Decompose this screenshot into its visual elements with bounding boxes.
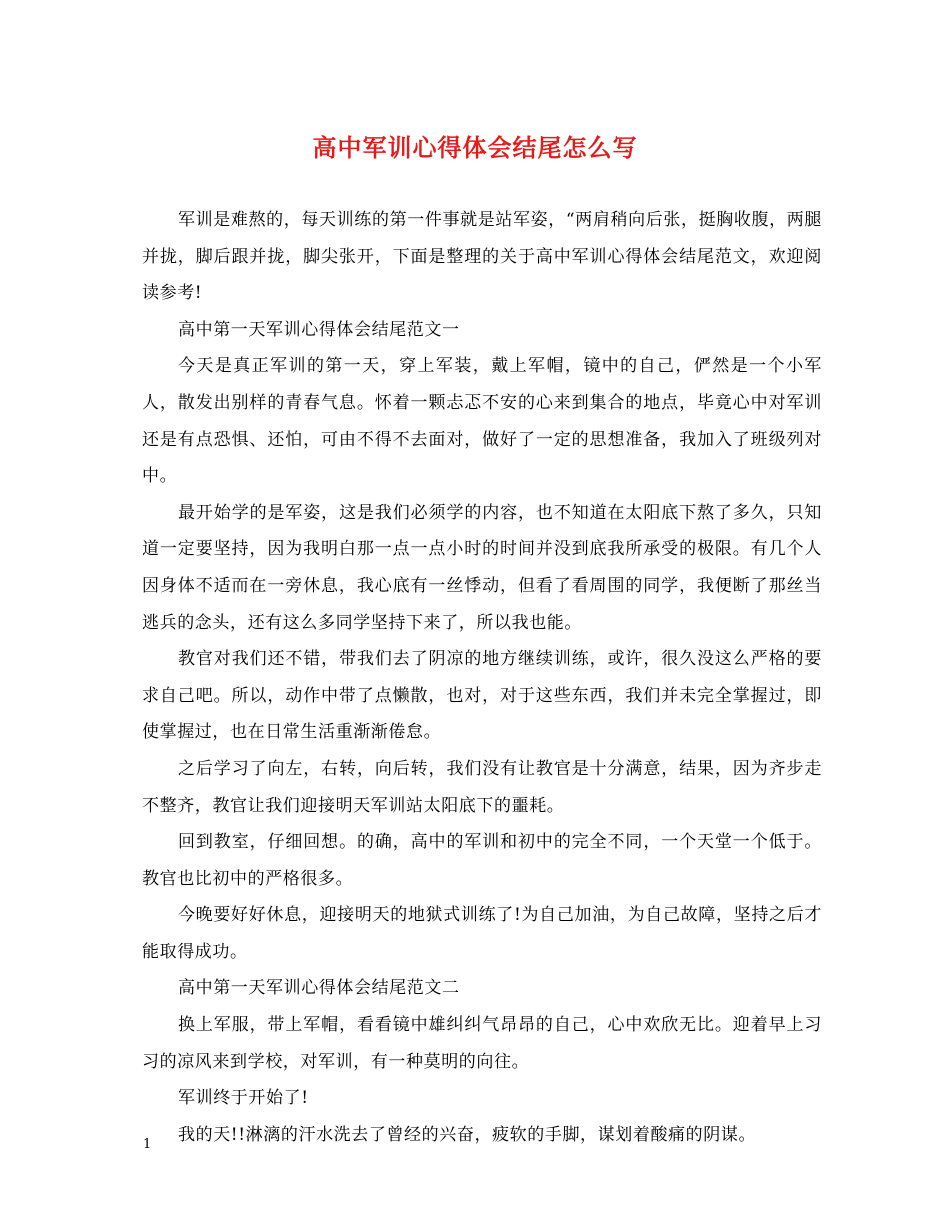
section-heading-1: 高中第一天军训心得体会结尾范文一 [178,319,460,340]
paragraph: 军训终于开始了! [178,1088,309,1109]
page-number: 1 [143,1137,152,1152]
paragraph: 教官对我们还不错，带我们去了阴凉的地方继续训练，或许，很久没这么严格的要求自己吧。所以，动作中带了点懒散，也对，对于这些东西，我们并未完全掌握过，即使掌握过，也在日常生活重渐渐倦怠。 [142,649,822,743]
paragraph: 我的天!!淋漓的汗水洗去了曾经的兴奋，疲软的手脚，谋划着酸痛的阴谋。 [178,1124,757,1145]
paragraph: 最开始学的是军姿，这是我们必须学的内容，也不知道在太阳底下熬了多久，只知道一定要坚持，因为我明白那一点一点小时的时间并没到底我所承受的极限。有几个人因身体不适而在一旁休息，我心底有一丝悸动，但看了看周围的同学，我便断了那丝当逃兵的念头，还有这么多同学坚持下来了，所以我也能。 [142,502,822,633]
paragraph: 回到教室，仔细回想。的确，高中的军训和初中的完全不同，一个天堂一个低于。教官也比初中的严格很多。 [142,832,822,889]
paragraph: 换上军服，带上军帽，看看镜中雄纠纠气昂昂的自己，心中欢欣无比。迎着早上习习的凉风来到学校，对军训，有一种莫明的向往。 [142,1015,822,1072]
section-heading-2: 高中第一天军训心得体会结尾范文二 [178,978,460,999]
paragraph: 今天是真正军训的第一天，穿上军装，戴上军帽，镜中的自己，俨然是一个小军人，散发出别样的青春气息。怀着一颗忐忑不安的心来到集合的地点，毕竟心中对军训还是有点恐惧、还怕，可由不得不去面对，做好了一定的思想准备，我加入了班级列对中。 [142,356,822,487]
document-body [142,202,822,1153]
paragraph: 今晚要好好休息，迎接明天的地狱式训练了!为自己加油，为自己故障，坚持之后才能取得成功。 [142,905,822,962]
document-title: 高中军训心得体会结尾怎么写 [312,133,638,162]
paragraph: 之后学习了向左，右转，向后转，我们没有让教官是十分满意，结果，因为齐步走不整齐，教官让我们迎接明天军训站太阳底下的噩耗。 [142,758,822,816]
paragraph-intro: 军训是难熬的，每天训练的第一件事就是站军姿，“两肩稍向后张，挺胸收腹，两腿并拢，脚后跟并拢，脚尖张开，下面是整理的关于高中军训心得体会结尾范文，欢迎阅读参考! [142,210,822,304]
